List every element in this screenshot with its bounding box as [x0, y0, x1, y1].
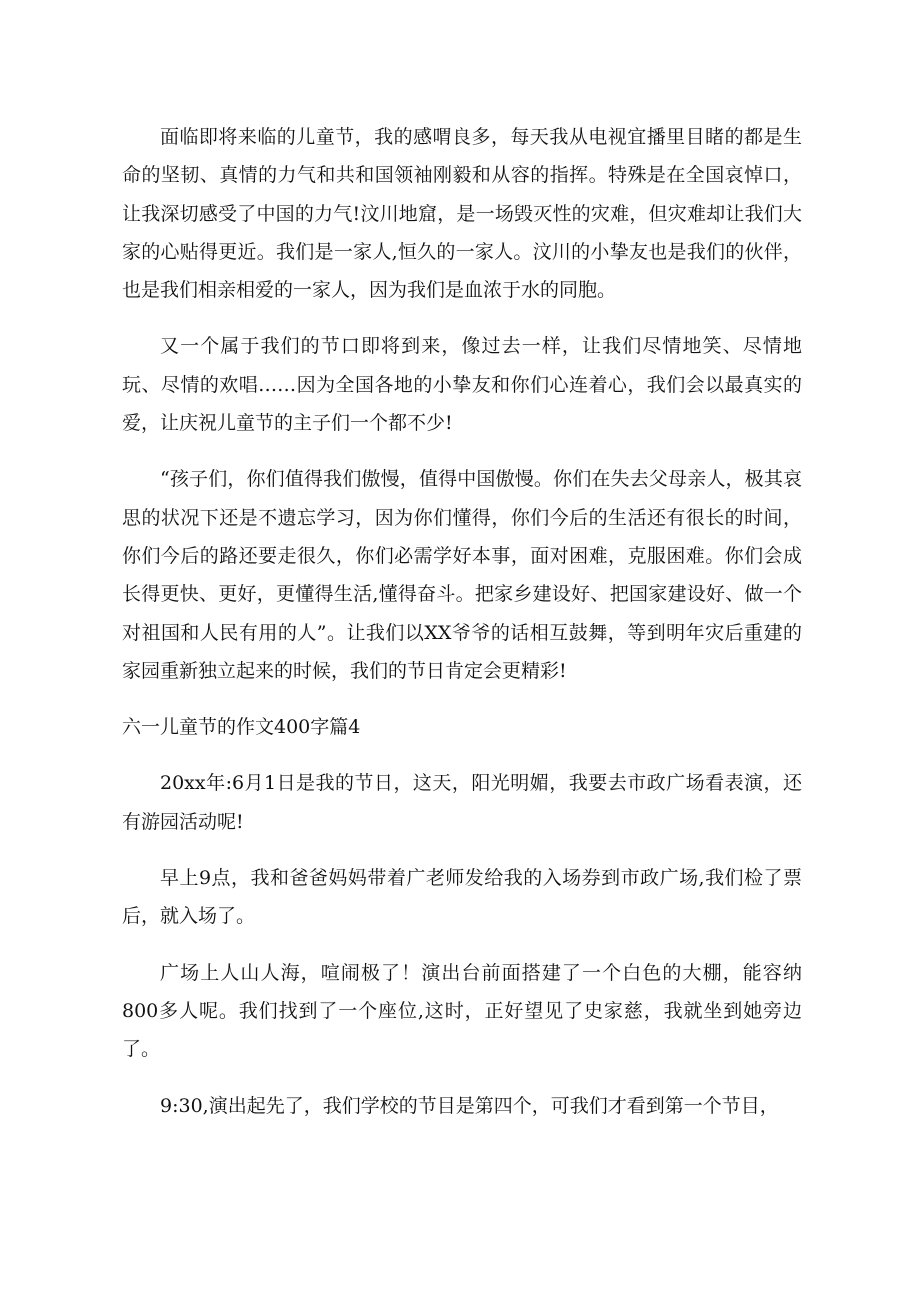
paragraph-2: 又一个属于我们的节口即将到来，像过去一样，让我们尽情地笑、尽情地玩、尽情的欢唱……因为全国各地的小挚友和你们心连着心，我们会以最真实的爱，让庆祝儿童节的主子们一个都不少!	[122, 335, 802, 435]
paragraph-6: 广场上人山人海，喧闹极了！演出台前面搭建了一个白色的大棚，能容纳800多人呢。我们找到了一个座位,这时，正好望见了史家慈，我就坐到她旁边了。	[122, 961, 802, 1061]
paragraph-5: 早上9点，我和爸爸妈妈带着广老师发给我的入场券到市政广场,我们检了票后，就入场了。	[122, 867, 802, 928]
paragraph-7: 9:30,演出起先了，我们学校的节目是第四个，可我们才看到第一个节目，	[160, 1094, 779, 1117]
paragraph-1: 面临即将来临的儿童节，我的感喟良多，每天我从电视宜播里目睹的都是生命的坚韧、真情的力气和共和国领袖刚毅和从容的指挥。特殊是在全国哀悼口，让我深切感受了中国的力气!汶川地窟，是一场毁灭性的灾难，但灾难却让我们大家的心贴得更近。我们是一家人,恒久的一家人。汶川的小挚友也是我们的伙伴，也是我们相亲相爱的一家人，因为我们是血浓于水的同胞。	[122, 126, 802, 302]
section-heading: 六一儿童节的作文400字篇4	[122, 716, 361, 739]
paragraph-3: “孩子们，你们值得我们傲慢，值得中国傲慢。你们在失去父母亲人，极其哀思的状况下还是不遗忘学习，因为你们懂得，你们今后的生活还有很长的时间，你们今后的路还要走很久，你们必需学好本事，面对困难，克服困难。你们会成长得更快、更好，更懂得生活,懂得奋斗。把家乡建设好、把国家建设好、做一个对祖国和人民有用的人”。让我们以XX爷爷的话相互鼓舞，等到明年灾后重建的家园重新独立起来的时候，我们的节日肯定会更精彩!	[122, 468, 802, 682]
document-body	[122, 118, 802, 1143]
paragraph-4: 20xx年:6月1日是我的节日，这天，阳光明媚，我要去市政广场看表演，还有游园活动呢!	[122, 772, 802, 833]
